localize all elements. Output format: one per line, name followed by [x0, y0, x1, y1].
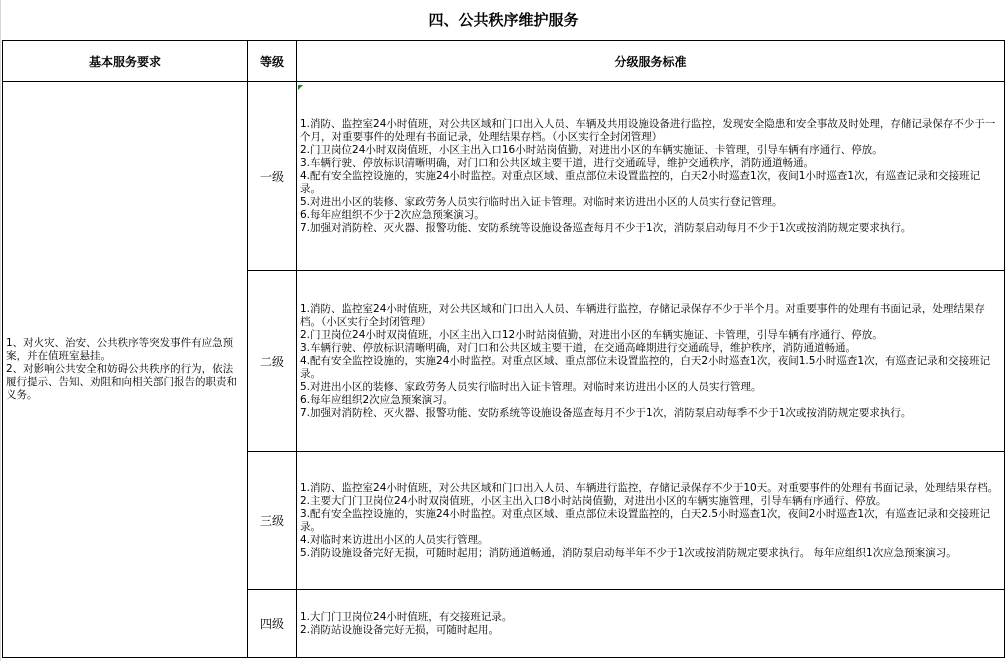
standard-item: 1.消防、监控室24小时值班，对公共区域和门口出入人员、车辆及共用设施设备进行监控，发现安全隐患和安全事故及时处理，存储记录保存不少于一个月，对重要事件的处理有书面记录，处理结果存档。（小区实行全封闭管理） [300, 117, 996, 143]
standard-item: 4.对临时来访进出小区的人员实行管理。 [300, 533, 489, 546]
standard-item: 1.大门门卫岗位24小时值班，有交接班记录。 [300, 610, 513, 623]
grade-standard-cell [297, 452, 1005, 590]
standard-item: 7.加强对消防栓、灭火器、报警功能、安防系统等设施设备巡查每月不少于1次，消防泵启动每月不少于1次或按消防规定要求执行。 [300, 221, 912, 234]
service-standard-table [2, 40, 1005, 658]
table-header-row [3, 41, 1005, 82]
grade-standard-cell [297, 271, 1005, 452]
standard-item: 6.每年应组织2次应急预案演习。 [300, 393, 454, 406]
standard-item: 3.配有安全监控设施的，实施24小时监控。对重点区域、重点部位未设置监控的，白天2.5小时巡查1次，夜间2小时巡查1次，有巡查记录和交接班记录。 [300, 507, 991, 533]
standard-item: 5.对进出小区的装修、家政劳务人员实行临时出入证卡管理。对临时来访进出小区的人员实行登记管理。 [300, 195, 783, 208]
standard-item: 6.每年应组织不少于2次应急预案演习。 [300, 208, 485, 221]
page-title: 四、公共秩序维护服务 [428, 11, 579, 29]
standard-item: 2.消防站设施设备完好无损，可随时起用。 [300, 623, 500, 636]
standard-item: 4.配有安全监控设施的，实施24小时监控。对重点区域、重点部位未设置监控的，白天2小时巡查1次，夜间1小时巡查1次，有巡查记录和交接班记录。 [300, 169, 981, 195]
grade-standard-cell [297, 82, 1005, 271]
standard-item: 4.配有安全监控设施的，实施24小时监控。对重点区域、重点部位未设置监控的，白天2小时巡查1次，夜间1.5小时巡查1次，有巡查记录和交接班记录。 [300, 354, 991, 380]
header-standard: 分级服务标准 [297, 41, 1005, 82]
basic-requirements-cell [3, 82, 248, 658]
header-grade: 等级 [248, 41, 297, 82]
basic-requirement-item: 2、对影响公共安全和妨碍公共秩序的行为，依法履行提示、告知、劝阻和向相关部门报告的职责和义务。 [6, 363, 237, 401]
standard-item: 1.消防、监控室24小时值班，对公共区域和门口出入人员、车辆进行监控，存储记录保存不少于10天。对重要事件的处理有书面记录，处理结果存档。 [300, 481, 999, 494]
standard-item: 3.车辆行驶、停放标识清晰明确，对门口和公共区域主要干道，进行交通疏导，维护交通秩序，消防通道畅通。 [300, 156, 815, 169]
standard-item: 3.车辆行驶、停放标识清晰明确，对门口和公共区域主要干道，在交通高峰期进行交通疏导，维护秩序，消防通道畅通。 [300, 341, 857, 354]
standard-item: 1.消防、监控室24小时值班，对公共区域和门口出入人员、车辆进行监控，存储记录保存不少于半个月。对重要事件的处理有书面记录，处理结果存档。（小区实行全封闭管理） [300, 302, 985, 328]
grade-label: 二级 [248, 271, 297, 452]
standard-item: 5.消防设施设备完好无损，可随时起用；消防通道畅通，消防泵启动每半年不少于1次或按消防规定要求执行。 每年应组织1次应急预案演习。 [300, 546, 957, 559]
standard-item: 2.主要大门门卫岗位24小时双岗值班，小区主出入口8小时站岗值勤，对进出小区的车辆实施管理，引导车辆有序通行、停放。 [300, 494, 887, 507]
header-basic-requirements: 基本服务要求 [3, 41, 248, 82]
standard-item: 2.门卫岗位24小时双岗值班，小区主出入口12小时站岗值勤，对进出小区的车辆实施证、卡管理，引导车辆有序通行、停放。 [300, 328, 883, 341]
grade-label: 一级 [248, 82, 297, 271]
standard-item: 7.加强对消防栓、灭火器、报警功能、安防系统等设施设备巡查每月不少于1次，消防泵启动每季不少于1次或按消防规定要求执行。 [300, 406, 912, 419]
basic-requirement-item: 1、对火灾、治安、公共秩序等突发事件有应急预案，并在值班室悬挂。 [6, 337, 234, 362]
grade-label: 三级 [248, 452, 297, 590]
standard-item: 5.对进出小区的装修、家政劳务人员实行临时出入证卡管理。对临时来访进出小区的人员实行管理。 [300, 380, 762, 393]
cell-comment-indicator [298, 85, 303, 90]
grade-standard-cell [297, 590, 1005, 658]
table-row [3, 82, 1005, 271]
grade-label: 四级 [248, 590, 297, 658]
standard-item: 2.门卫岗位24小时双岗值班，小区主出入口16小时站岗值勤，对进出小区的车辆实施证、卡管理，引导车辆有序通行、停放。 [300, 143, 883, 156]
